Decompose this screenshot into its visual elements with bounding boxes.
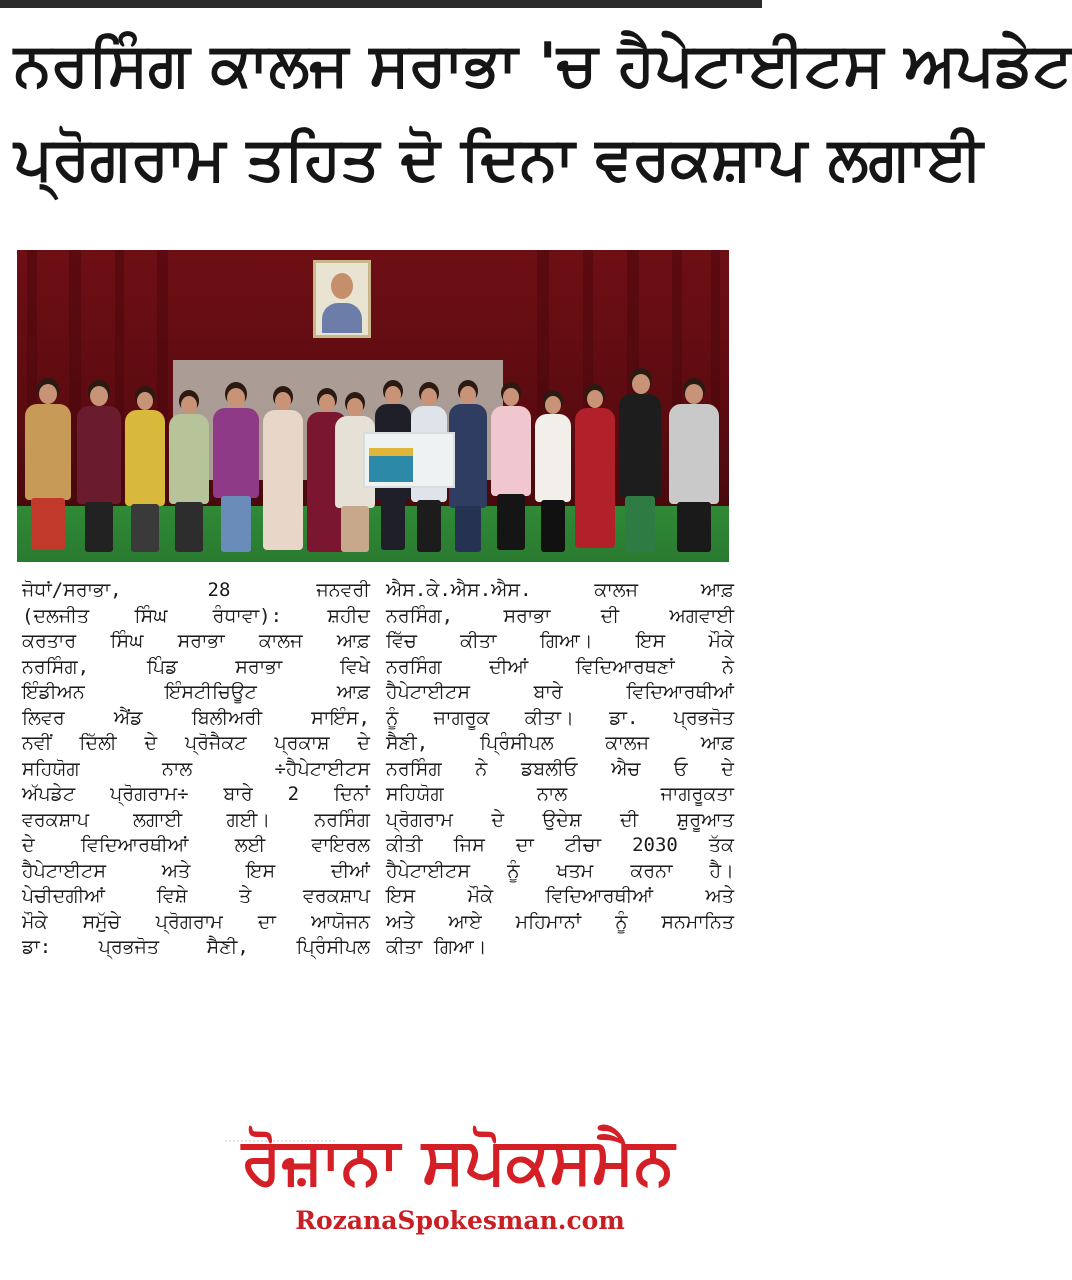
article-line: ਇਸ ਮੌਕੇ ਵਿਦਿਆਰਥੀਆਂ ਅਤੇ	[386, 885, 734, 907]
article-line: ਨੂੰ ਜਾਗਰੂਕ ਕੀਤਾ। ਡਾ. ਪ੍ਰਭਜੋਤ	[386, 706, 734, 729]
person	[123, 386, 167, 558]
article-line: ਕੀਤੀ ਜਿਸ ਦਾ ਟੀਚਾ 2030 ਤੱਕ	[386, 834, 734, 856]
article-line: ਹੈਪੇਟਾਈਟਸ ਨੂੰ ਖਤਮ ਕਰਨਾ ਹੈ।	[386, 859, 734, 882]
article-line: ਵਿੱਚ ਕੀਤਾ ਗਿਆ। ਇਸ ਮੌਕੇ	[386, 630, 734, 652]
article-line: (ਦਲਜੀਤ ਸਿੰਘ ਰੰਧਾਵਾ): ਸ਼ਹੀਦ	[22, 604, 370, 627]
person	[261, 386, 305, 558]
article-line: ਸੈਣੀ, ਪ੍ਰਿੰਸੀਪਲ ਕਾਲਜ ਆਫ਼	[386, 732, 734, 754]
article-line: ਜੋਧਾਂ/ਸਰਾਭਾ, 28 ਜਨਵਰੀ	[22, 579, 370, 601]
article-line: ਅੱਪਡੇਟ ਪ੍ਰੋਗਰਾਮ÷ ਬਾਰੇ 2 ਦਿਨਾਂ	[22, 783, 370, 805]
article-line: ਲਿਵਰ ਐਂਡ ਬਿਲੀਅਰੀ ਸਾਇੰਸ,	[22, 706, 370, 729]
article-line: ਇੰਡੀਅਨ ਇੰਸਟੀਚਿਊਟ ਆਫ਼	[22, 681, 370, 703]
article-line: ਦੇ ਵਿਦਿਆਰਥੀਆਂ ਲਈ ਵਾਇਰਲ	[22, 834, 370, 856]
article-line: ਪ੍ਰੋਗਰਾਮ ਦੇ ਉਦੇਸ਼ ਦੀ ਸ਼ੁਰੂਆਤ	[386, 808, 734, 831]
awareness-banner	[363, 432, 455, 488]
portrait-frame	[313, 260, 371, 338]
newspaper-website: RozanaSpokesman.com	[295, 1206, 625, 1235]
person	[617, 368, 663, 558]
article-line: ਨਰਸਿੰਗ, ਸਰਾਭਾ ਦੀ ਅਗਵਾਈ	[386, 604, 734, 627]
article-line: ਨਰਸਿੰਗ ਦੀਆਂ ਵਿਦਿਆਰਥਣਾਂ ਨੇ	[386, 655, 734, 678]
top-bar	[0, 0, 762, 8]
newspaper-masthead: ਰੋਜ਼ਾਨਾ ਸਪੋਕਸਮੈਨ	[241, 1124, 675, 1199]
article-line: ਸਹਿਯੋਗ ਨਾਲ ÷ਹੈਪੇਟਾਈਟਸ	[22, 757, 370, 780]
article-line: ਹੈਪੇਟਾਈਟਸ ਅਤੇ ਇਸ ਦੀਆਂ	[22, 859, 370, 882]
person	[167, 390, 211, 558]
article-line: ਪੇਚੀਦਗੀਆਂ ਵਿਸ਼ੇ ਤੇ ਵਰਕਸ਼ਾਪ	[22, 885, 370, 907]
article-line: ਨਰਸਿੰਗ, ਪਿੰਡ ਸਰਾਭਾ ਵਿਖੇ	[22, 655, 370, 678]
article-line: ਕੀਤਾ ਗਿਆ।	[386, 936, 487, 958]
headline	[14, 18, 1072, 206]
person	[533, 390, 573, 558]
article-line: ਐਸ.ਕੇ.ਐਸ.ਐਸ. ਕਾਲਜ ਆਫ਼	[386, 579, 734, 601]
article-line: ਨਵੀਂ ਦਿੱਲੀ ਦੇ ਪ੍ਰੋਜੈਕਟ ਪ੍ਰਕਾਸ਼ ਦੇ	[22, 732, 370, 754]
article-line: ਕਰਤਾਰ ਸਿੰਘ ਸਰਾਭਾ ਕਾਲਜ ਆਫ਼	[22, 630, 370, 652]
person	[667, 378, 721, 558]
person	[573, 384, 617, 558]
article-line: ਨਰਸਿੰਗ ਨੇ ਡਬਲੀਓ ਐਚ ਓ ਦੇ	[386, 757, 734, 780]
article-column-left	[22, 578, 370, 961]
person	[489, 382, 533, 558]
person	[23, 378, 73, 558]
article-line: ਮੌਕੇ ਸਮੁੱਚੇ ਪ੍ਰੋਗਰਾਮ ਦਾ ਆਯੋਜਨ	[22, 910, 370, 933]
article-body	[22, 578, 742, 958]
news-photo	[17, 250, 729, 562]
person	[75, 380, 123, 558]
article-line: ਸਹਿਯੋਗ ਨਾਲ ਜਾਗਰੂਕਤਾ	[386, 783, 734, 805]
article-line: ਹੈਪੇਟਾਈਟਸ ਬਾਰੇ ਵਿਦਿਆਰਥੀਆਂ	[386, 681, 734, 703]
headline-line-2: ਪ੍ਰੋਗਰਾਮ ਤਹਿਤ ਦੋ ਦਿਨਾ ਵਰਕਸ਼ਾਪ ਲਗਾਈ	[14, 124, 983, 194]
article-line: ਡਾ: ਪ੍ਰਭਜੋਤ ਸੈਣੀ, ਪ੍ਰਿੰਸੀਪਲ	[22, 936, 370, 958]
article-line: ਅਤੇ ਆਏ ਮਹਿਮਾਨਾਂ ਨੂੰ ਸਨਮਾਨਿਤ	[386, 910, 734, 933]
headline-line-1: ਨਰਸਿੰਗ ਕਾਲਜ ਸਰਾਭਾ 'ਚ ਹੈਪੇਟਾਈਟਸ ਅਪਡੇਟ	[14, 30, 1072, 100]
person	[211, 382, 261, 558]
article-line: ਵਰਕਸ਼ਾਪ ਲਗਾਈ ਗਈ। ਨਰਸਿੰਗ	[22, 808, 370, 831]
article-column-right	[386, 578, 734, 961]
